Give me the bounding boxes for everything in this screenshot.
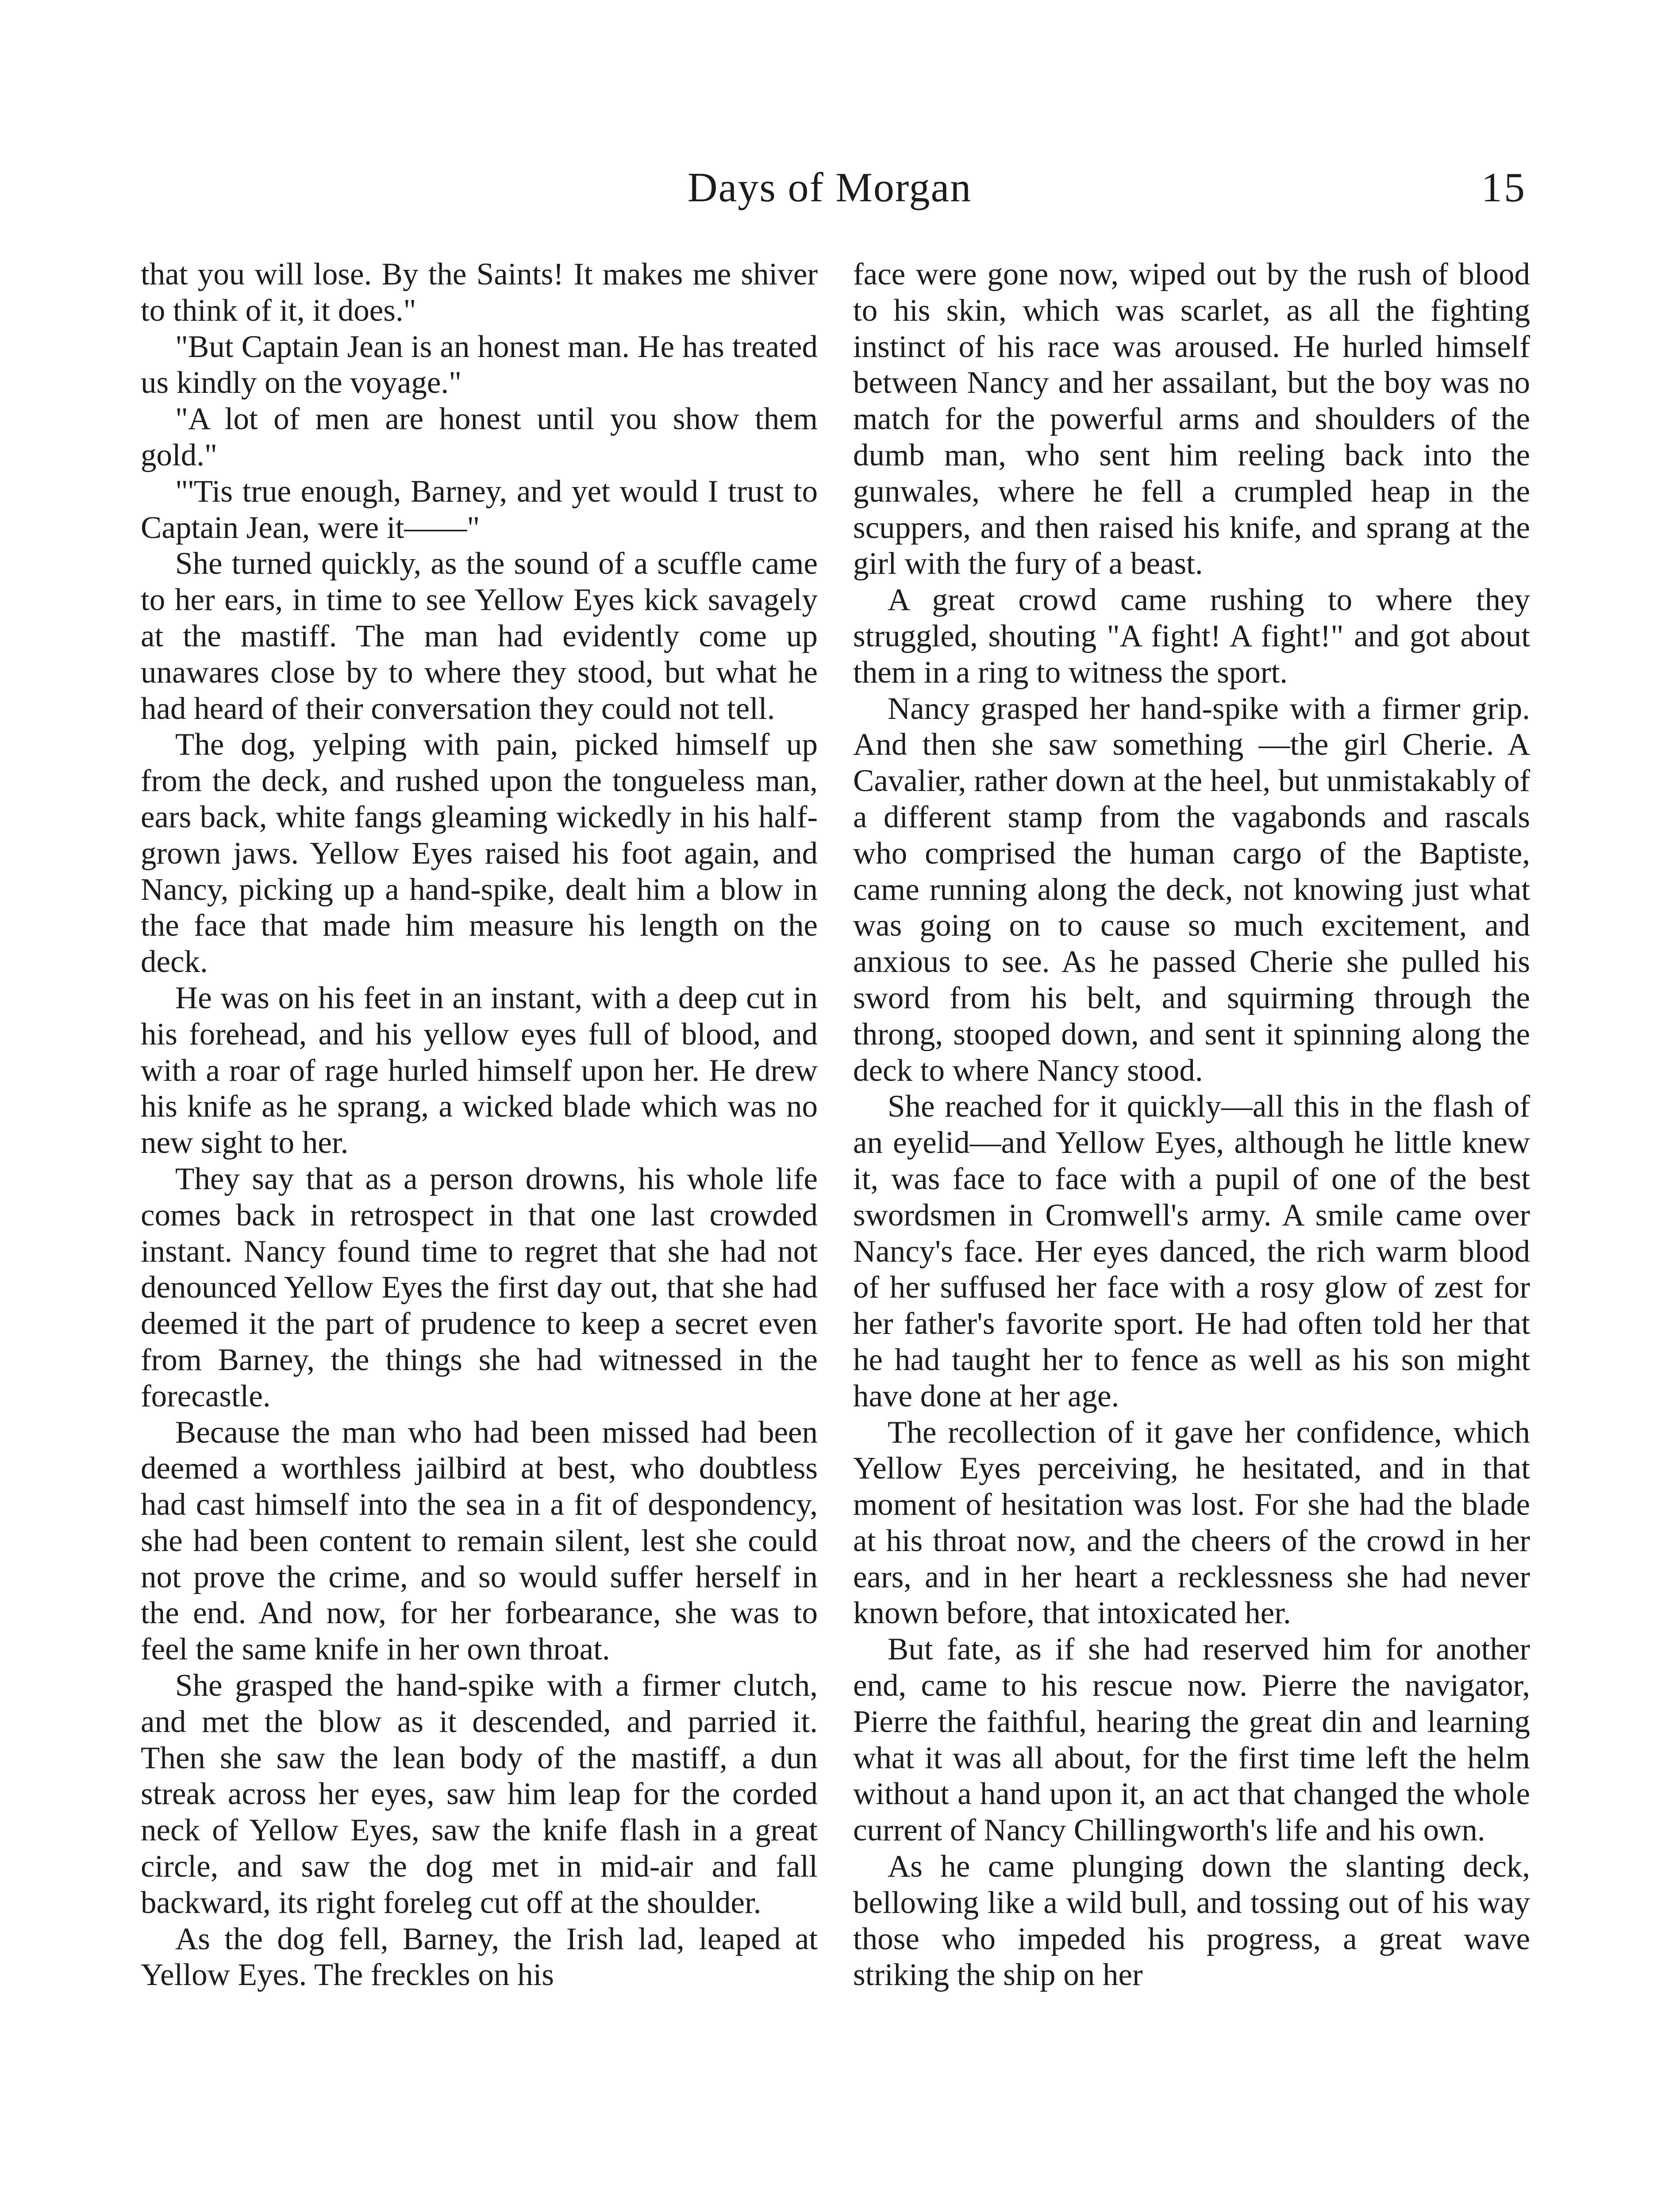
paragraph: that you will lose. By the Saints! It makes me shiver to think of it, it does.": [141, 257, 818, 328]
paragraph: Nancy grasped her hand-spike with a firmer grip. And then she saw something —the girl Cherie. A Cavalier, rather down at the heel, but unmistakably of a different stamp from the vagabonds and rascals who comprised the human cargo of the Baptiste, came running along the deck, not knowing just what was going on to cause so much excitement, and anxious to see. As he passed Cherie she pulled his sword from his belt, and squirming through the throng, stooped down, and sent it spinning along the deck to where Nancy stood.: [853, 691, 1530, 1088]
running-head: [133, 164, 1527, 234]
page-number: 15: [1481, 165, 1527, 211]
paragraph: He was on his feet in an instant, with a deep cut in his forehead, and his yellow eyes full of blood, and with a roar of rage hurled himself upon her. He drew his knife as he sprang, a wicked blade which was no new sight to her.: [141, 980, 818, 1160]
paragraph: As he came plunging down the slanting deck, bellowing like a wild bull, and tossing out of his way those who impeded his progress, a great wave striking the ship on her: [853, 1849, 1530, 1993]
paragraph: She reached for it quickly—all this in the flash of an eyelid—and Yellow Eyes, although he little knew it, was face to face with a pupil of one of the best swordsmen in Cromwell's army. A smile came over Nancy's face. Her eyes danced, the rich warm blood of her suffused her face with a rosy glow of zest for her father's favorite sport. He had often told her that he had taught her to fence as well as his son might have done at her age.: [853, 1089, 1530, 1413]
paragraph: "A lot of men are honest until you show them gold.": [141, 402, 818, 472]
paragraph: The dog, yelping with pain, picked himself up from the deck, and rushed upon the tongueless man, ears back, white fangs gleaming wickedly in his half-grown jaws. Yellow Eyes raised his foot again, and Nancy, picking up a hand-spike, dealt him a blow in the face that made him measure his length on the deck.: [141, 727, 818, 979]
paragraph: A great crowd came rushing to where they struggled, shouting "A fight! A fight!" and got about them in a ring to witness the sport.: [853, 583, 1530, 690]
paragraph: face were gone now, wiped out by the rush of blood to his skin, which was scarlet, as all the fighting instinct of his race was aroused. He hurled himself between Nancy and her assailant, but the boy was no match for the powerful arms and shoulders of the dumb man, who sent him reeling back into the gunwales, where he fell a crumpled heap in the scuppers, and then raised his knife, and sprang at the girl with the fury of a beast.: [853, 257, 1530, 581]
paragraph: But fate, as if she had reserved him for another end, came to his rescue now. Pierre the navigator, Pierre the faithful, hearing the great din and learning what it was all about, for the first time left the helm without a hand upon it, an act that changed the whole current of Nancy Chillingworth's life and his own.: [853, 1632, 1530, 1848]
paragraph: Because the man who had been missed had been deemed a worthless jailbird at best, who doubtless had cast himself into the sea in a fit of despondency, she had been content to remain silent, lest she could not prove the crime, and so would suffer herself in the end. And now, for her forbearance, she was to feel the same knife in her own throat.: [141, 1415, 818, 1667]
left-column: [141, 257, 818, 2212]
text-columns: [141, 257, 1530, 2212]
right-column: [853, 257, 1530, 2212]
paragraph: They say that as a person drowns, his whole life comes back in retrospect in that one last crowded instant. Nancy found time to regret that she had not denounced Yellow Eyes the first day out, that she had deemed it the part of prudence to keep a secret even from Barney, the things she had witnessed in the forecastle.: [141, 1161, 818, 1413]
paragraph: "But Captain Jean is an honest man. He has treated us kindly on the voyage.": [141, 329, 818, 400]
paragraph: The recollection of it gave her confidence, which Yellow Eyes perceiving, he hesitated, and in that moment of hesitation was lost. For she had the blade at his throat now, and the cheers of the crowd in her ears, and in her heart a recklessness she had never known before, that intoxicated her.: [853, 1415, 1530, 1631]
paragraph: As the dog fell, Barney, the Irish lad, leaped at Yellow Eyes. The freckles on his: [141, 1921, 818, 1993]
paragraph: She grasped the hand-spike with a firmer clutch, and met the blow as it descended, and parried it. Then she saw the lean body of the mastiff, a dun streak across her eyes, saw him leap for the corded neck of Yellow Eyes, saw the knife flash in a great circle, and saw the dog met in mid-air and fall backward, its right foreleg cut off at the shoulder.: [141, 1668, 818, 1920]
paragraph: "'Tis true enough, Barney, and yet would I trust to Captain Jean, were it——": [141, 474, 818, 545]
page-title: Days of Morgan: [687, 165, 972, 211]
paragraph: She turned quickly, as the sound of a scuffle came to her ears, in time to see Yellow Eyes kick savagely at the mastiff. The man had evidently come up unawares close by to where they stood, but what he had heard of their conversation they could not tell.: [141, 546, 818, 726]
